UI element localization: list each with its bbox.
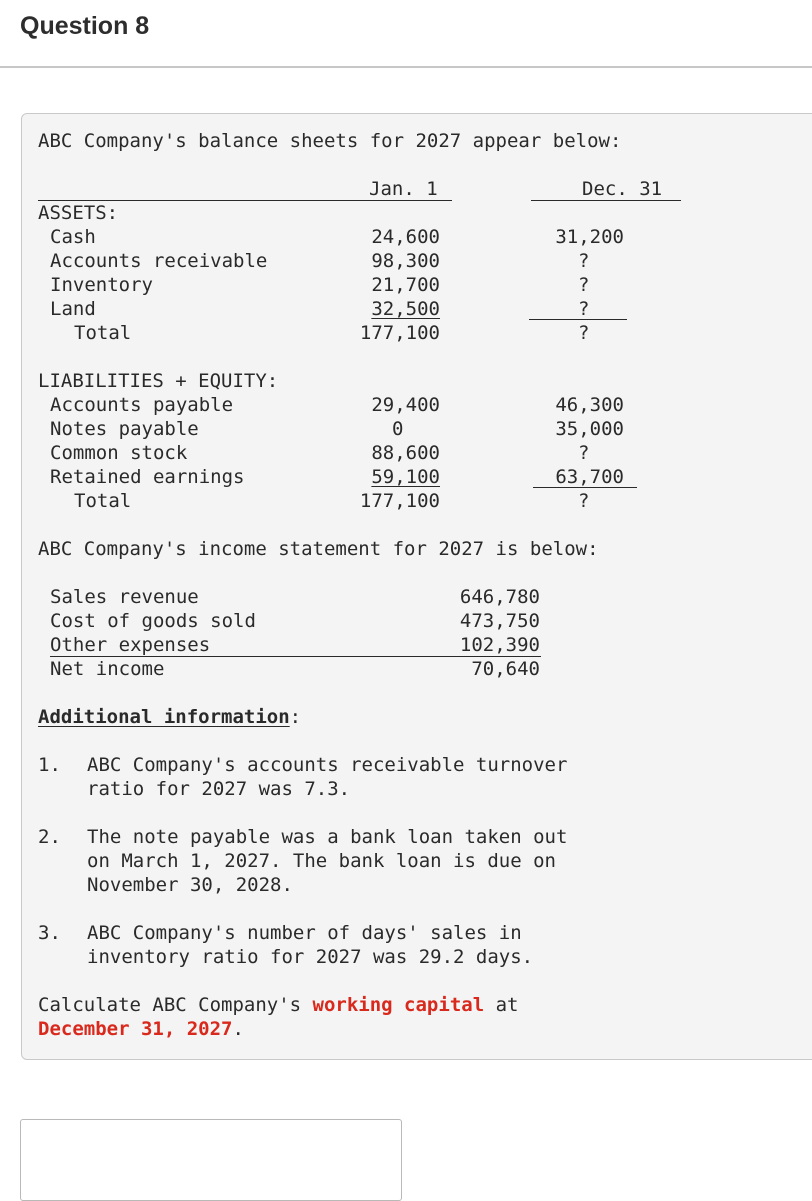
item-number: 2. — [38, 826, 61, 848]
prompt-line-1 — [38, 993, 518, 1017]
asset-dec-value: ? — [578, 298, 590, 320]
liab-dec-value: 35,000 — [555, 418, 624, 440]
asset-label: Cash — [50, 226, 96, 248]
question-header — [0, 0, 812, 68]
additional-heading-row — [38, 705, 301, 729]
prompt-end: . — [232, 1018, 244, 1040]
liab-total-label: Total — [74, 490, 132, 512]
item-text: on March 1, 2027. The bank loan is due on — [87, 850, 556, 872]
liab-heading: LIABILITIES + EQUITY: — [38, 370, 279, 392]
income-label: Cost of goods sold — [50, 610, 256, 632]
asset-jan-value: 21,700 — [371, 274, 440, 296]
dec-subtotal-rule — [533, 487, 637, 488]
liab-dec-value: 63,700 — [555, 466, 624, 488]
income-label: Sales revenue — [50, 586, 199, 608]
col-dec-header: Dec. 31 — [582, 178, 663, 200]
liab-label: Accounts payable — [50, 394, 234, 416]
liab-jan-value: 0 — [392, 418, 404, 440]
income-value: 473,750 — [459, 610, 540, 632]
asset-dec-value: ? — [578, 274, 590, 296]
income-value: 70,640 — [471, 658, 540, 680]
liab-total-dec: ? — [578, 490, 590, 512]
prompt-date: December 31, 2027 — [38, 1018, 233, 1040]
item-text: inventory ratio for 2027 was 29.2 days. — [87, 946, 534, 968]
assets-total-label: Total — [74, 322, 132, 344]
dec-subtotal-rule — [529, 319, 627, 320]
asset-jan-value: 24,600 — [371, 226, 440, 248]
liab-jan-value: 88,600 — [371, 442, 440, 464]
assets-total-jan: 177,100 — [359, 322, 440, 344]
asset-label: Inventory — [50, 274, 153, 296]
prompt-line-2 — [38, 1017, 244, 1041]
asset-dec-value: ? — [578, 250, 590, 272]
asset-label: Accounts receivable — [50, 250, 268, 272]
income-value: 646,780 — [459, 586, 540, 608]
assets-total-dec: ? — [578, 322, 590, 344]
item-text: ABC Company's accounts receivable turnover — [87, 754, 568, 776]
item-number: 1. — [38, 754, 61, 776]
income-label: Other expenses — [50, 634, 211, 656]
question-title: Question 8 — [20, 12, 150, 40]
prompt-pre: Calculate ABC Company's — [38, 994, 313, 1016]
additional-colon: : — [289, 706, 302, 728]
col-jan-header: Jan. 1 — [369, 178, 438, 200]
item-number: 3. — [38, 922, 61, 944]
prompt-highlight: working capital — [312, 994, 485, 1016]
income-value: 102,390 — [459, 634, 540, 656]
asset-jan-value: 32,500 — [371, 298, 440, 320]
asset-dec-value: 31,200 — [555, 226, 624, 248]
liab-label: Retained earnings — [50, 466, 245, 488]
liab-dec-value: 46,300 — [555, 394, 624, 416]
asset-label: Land — [50, 298, 96, 320]
item-text: November 30, 2028. — [87, 874, 293, 896]
prompt-mid: at — [484, 994, 519, 1016]
assets-heading: ASSETS: — [38, 202, 119, 224]
liab-jan-value: 59,100 — [371, 466, 440, 488]
liab-label: Common stock — [50, 442, 188, 464]
additional-heading: Additional information — [38, 706, 290, 728]
answer-input[interactable] — [20, 1119, 402, 1201]
liab-jan-value: 29,400 — [371, 394, 440, 416]
item-text: The note payable was a bank loan taken out — [87, 826, 568, 848]
item-text: ABC Company's number of days' sales in — [87, 922, 522, 944]
income-label: Net income — [50, 658, 165, 680]
liab-label: Notes payable — [50, 418, 199, 440]
item-text: ratio for 2027 was 7.3. — [87, 778, 351, 800]
intro-text: ABC Company's balance sheets for 2027 appear below: — [38, 130, 622, 152]
asset-jan-value: 98,300 — [371, 250, 440, 272]
liab-dec-value: ? — [578, 442, 590, 464]
income-intro: ABC Company's income statement for 2027 is below: — [38, 538, 599, 560]
liab-total-jan: 177,100 — [359, 490, 440, 512]
